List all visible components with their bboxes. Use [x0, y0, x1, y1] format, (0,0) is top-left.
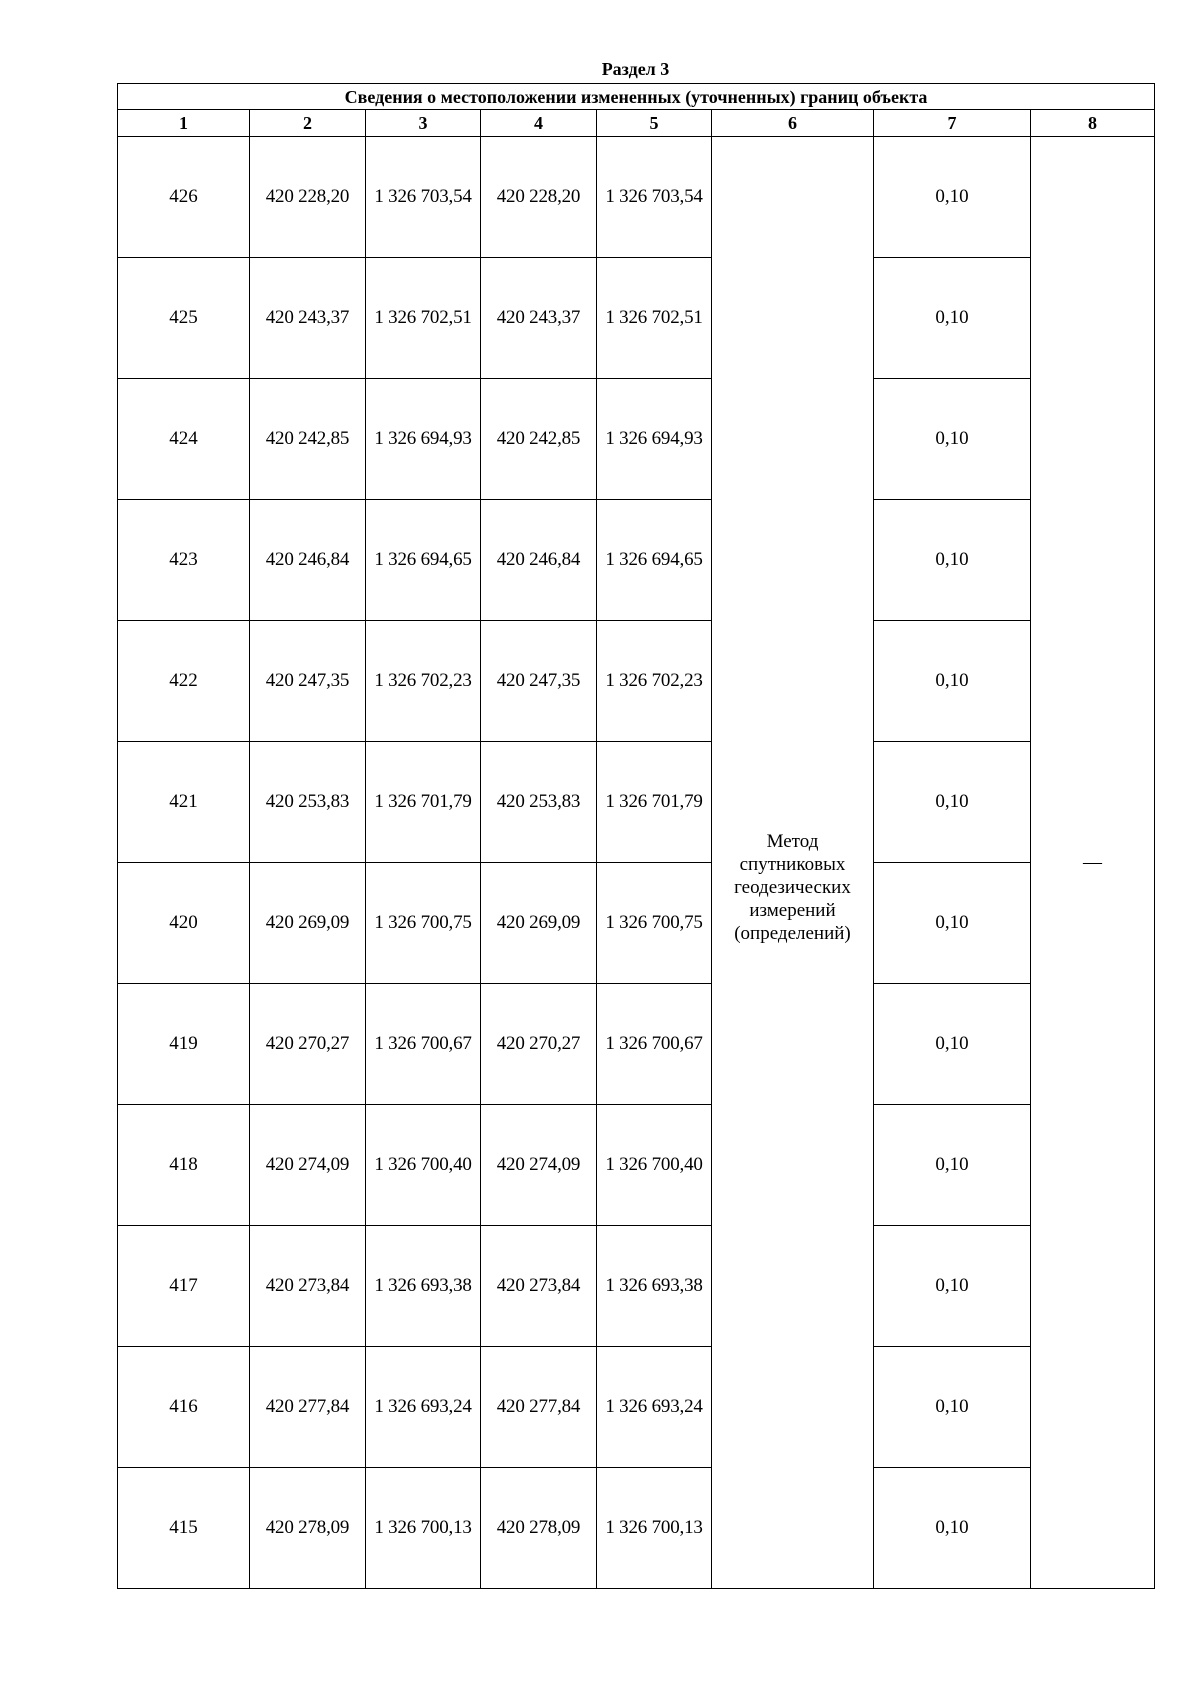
accuracy-cell: 0,10: [874, 863, 1031, 984]
point-number-cell: 415: [118, 1468, 250, 1589]
y-coordinate-refined-cell: 1 326 703,54: [597, 137, 712, 258]
y-coordinate-existing-cell: 1 326 700,40: [366, 1105, 481, 1226]
x-coordinate-existing-cell: 420 273,84: [250, 1226, 366, 1347]
x-coordinate-refined-cell: 420 247,35: [481, 621, 597, 742]
y-coordinate-existing-cell: 1 326 703,54: [366, 137, 481, 258]
y-coordinate-refined-cell: 1 326 700,67: [597, 984, 712, 1105]
accuracy-cell: 0,10: [874, 1468, 1031, 1589]
method-text: [734, 780, 851, 945]
y-coordinate-existing-cell: 1 326 700,67: [366, 984, 481, 1105]
accuracy-cell: 0,10: [874, 258, 1031, 379]
table-row: [118, 984, 1155, 1105]
column-header: 1: [118, 110, 250, 137]
accuracy-cell: 0,10: [874, 1347, 1031, 1468]
y-coordinate-refined-cell: 1 326 700,40: [597, 1105, 712, 1226]
y-coordinate-existing-cell: 1 326 694,65: [366, 500, 481, 621]
y-coordinate-refined-cell: 1 326 700,75: [597, 863, 712, 984]
y-coordinate-refined-cell: 1 326 702,23: [597, 621, 712, 742]
x-coordinate-refined-cell: 420 273,84: [481, 1226, 597, 1347]
method-line: Метод: [766, 831, 819, 852]
accuracy-cell: 0,10: [874, 137, 1031, 258]
accuracy-cell: 0,10: [874, 984, 1031, 1105]
x-coordinate-existing-cell: 420 269,09: [250, 863, 366, 984]
point-number-cell: 421: [118, 742, 250, 863]
x-coordinate-refined-cell: 420 246,84: [481, 500, 597, 621]
table-row: [118, 137, 1155, 258]
table-row: [118, 500, 1155, 621]
x-coordinate-existing-cell: 420 243,37: [250, 258, 366, 379]
x-coordinate-refined-cell: 420 269,09: [481, 863, 597, 984]
x-coordinate-existing-cell: 420 278,09: [250, 1468, 366, 1589]
column-header: 3: [366, 110, 481, 137]
accuracy-cell: 0,10: [874, 621, 1031, 742]
x-coordinate-existing-cell: 420 270,27: [250, 984, 366, 1105]
accuracy-cell: 0,10: [874, 742, 1031, 863]
y-coordinate-refined-cell: 1 326 694,93: [597, 379, 712, 500]
y-coordinate-refined-cell: 1 326 700,13: [597, 1468, 712, 1589]
y-coordinate-refined-cell: 1 326 693,38: [597, 1226, 712, 1347]
table-row: [118, 742, 1155, 863]
x-coordinate-existing-cell: 420 277,84: [250, 1347, 366, 1468]
point-number-cell: 424: [118, 379, 250, 500]
y-coordinate-existing-cell: 1 326 702,51: [366, 258, 481, 379]
x-coordinate-existing-cell: 420 247,35: [250, 621, 366, 742]
table-row: [118, 1226, 1155, 1347]
x-coordinate-refined-cell: 420 253,83: [481, 742, 597, 863]
y-coordinate-existing-cell: 1 326 700,13: [366, 1468, 481, 1589]
point-number-cell: 416: [118, 1347, 250, 1468]
header-row: [118, 110, 1155, 137]
y-coordinate-existing-cell: 1 326 702,23: [366, 621, 481, 742]
x-coordinate-refined-cell: 420 242,85: [481, 379, 597, 500]
x-coordinate-refined-cell: 420 228,20: [481, 137, 597, 258]
table-row: [118, 379, 1155, 500]
point-number-cell: 418: [118, 1105, 250, 1226]
point-number-cell: 426: [118, 137, 250, 258]
method-line: спутниковых: [739, 854, 846, 875]
accuracy-cell: 0,10: [874, 1105, 1031, 1226]
y-coordinate-existing-cell: 1 326 700,75: [366, 863, 481, 984]
method-line: (определений): [734, 923, 851, 944]
section-title: Раздел 3: [601, 59, 670, 79]
x-coordinate-refined-cell: 420 243,37: [481, 258, 597, 379]
method-cell: [712, 137, 874, 1589]
point-number-cell: 420: [118, 863, 250, 984]
column-header: 8: [1031, 110, 1155, 137]
y-coordinate-existing-cell: 1 326 694,93: [366, 379, 481, 500]
column-header: 5: [597, 110, 712, 137]
accuracy-cell: 0,10: [874, 500, 1031, 621]
column-header: 4: [481, 110, 597, 137]
point-number-cell: 423: [118, 500, 250, 621]
x-coordinate-existing-cell: 420 246,84: [250, 500, 366, 621]
boundary-coordinates-table: [117, 83, 1155, 1589]
table-row: [118, 1468, 1155, 1589]
y-coordinate-refined-cell: 1 326 702,51: [597, 258, 712, 379]
y-coordinate-existing-cell: 1 326 693,24: [366, 1347, 481, 1468]
x-coordinate-existing-cell: 420 253,83: [250, 742, 366, 863]
x-coordinate-refined-cell: 420 277,84: [481, 1347, 597, 1468]
y-coordinate-refined-cell: 1 326 694,65: [597, 500, 712, 621]
point-number-cell: 419: [118, 984, 250, 1105]
column-header: 2: [250, 110, 366, 137]
x-coordinate-refined-cell: 420 274,09: [481, 1105, 597, 1226]
point-number-cell: 422: [118, 621, 250, 742]
table-row: [118, 258, 1155, 379]
accuracy-cell: 0,10: [874, 379, 1031, 500]
column8-cell: [1031, 137, 1155, 1589]
y-coordinate-refined-cell: 1 326 693,24: [597, 1347, 712, 1468]
table-row: [118, 621, 1155, 742]
y-coordinate-existing-cell: 1 326 693,38: [366, 1226, 481, 1347]
table-row: [118, 1105, 1155, 1226]
table-row: [118, 1347, 1155, 1468]
method-line: измерений: [749, 900, 836, 921]
column-header: 7: [874, 110, 1031, 137]
point-number-cell: 417: [118, 1226, 250, 1347]
x-coordinate-existing-cell: 420 242,85: [250, 379, 366, 500]
point-number-cell: 425: [118, 258, 250, 379]
x-coordinate-existing-cell: 420 228,20: [250, 137, 366, 258]
table-caption: Сведения о местоположении измененных (уточненных) границ объекта: [118, 84, 1155, 110]
accuracy-cell: 0,10: [874, 1226, 1031, 1347]
y-coordinate-refined-cell: 1 326 701,79: [597, 742, 712, 863]
y-coordinate-existing-cell: 1 326 701,79: [366, 742, 481, 863]
x-coordinate-refined-cell: 420 270,27: [481, 984, 597, 1105]
column8-dash: —: [1083, 851, 1103, 873]
column-header: 6: [712, 110, 874, 137]
table-row: [118, 863, 1155, 984]
x-coordinate-existing-cell: 420 274,09: [250, 1105, 366, 1226]
method-line: геодезических: [734, 877, 851, 898]
x-coordinate-refined-cell: 420 278,09: [481, 1468, 597, 1589]
